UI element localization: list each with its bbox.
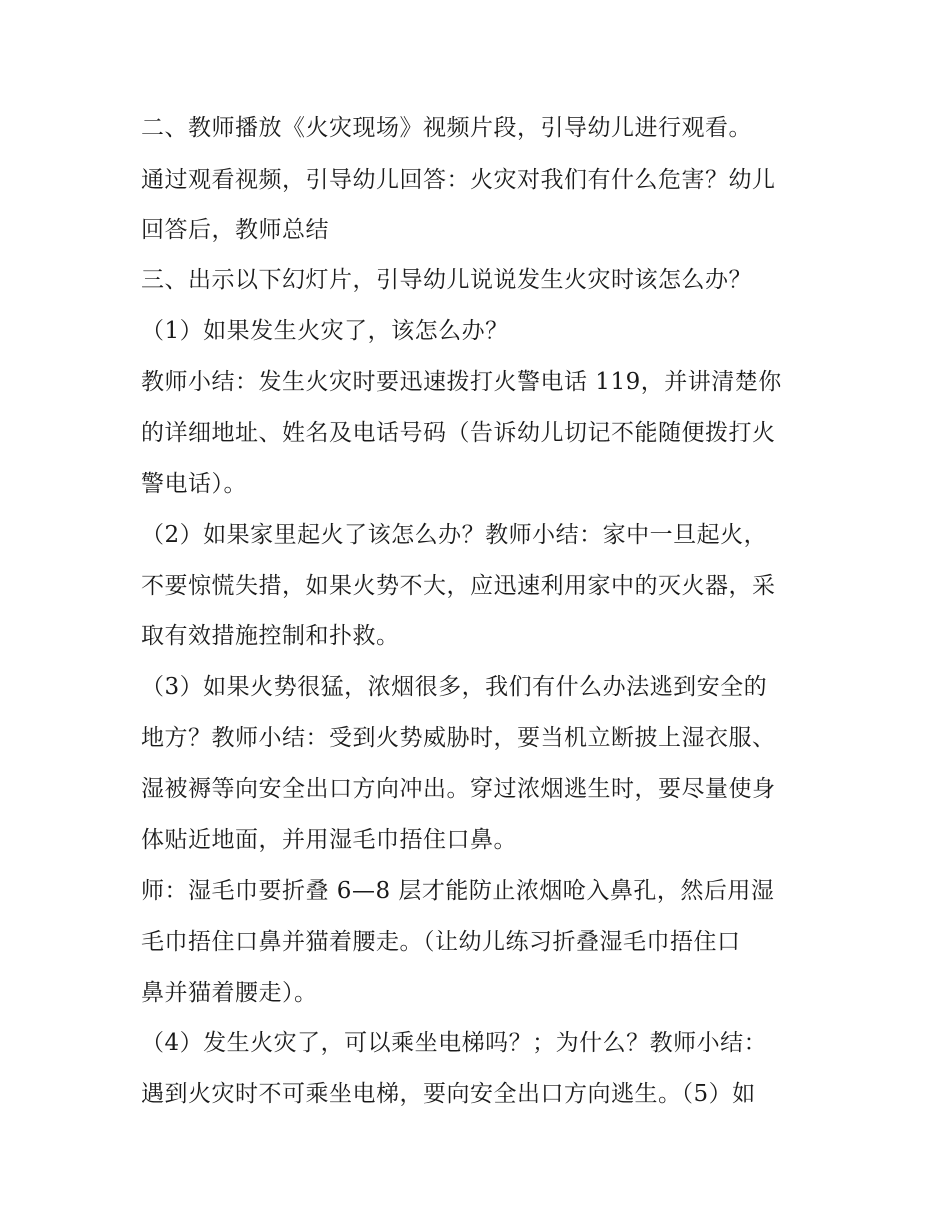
text-line: （2）如果家里起火了该怎么办？教师小结：家中一旦起火， — [141, 522, 768, 548]
text-line: 毛巾捂住口鼻并猫着腰走。（让幼儿练习折叠湿毛巾捂住口 — [141, 929, 741, 955]
text-line: （4）发生火灾了，可以乘坐电梯吗？；为什么？教师小结： — [141, 1030, 768, 1056]
text-line: 回答后，教师总结 — [141, 217, 329, 243]
text-line: 遇到火灾时不可乘坐电梯，要向安全出口方向逃生。（5）如 — [141, 1081, 756, 1107]
text-line: （1）如果发生火灾了，该怎么办？ — [141, 318, 509, 344]
text-line: 二、教师播放《火灾现场》视频片段，引导幼儿进行观看。 — [141, 115, 752, 141]
text-line: 湿被褥等向安全出口方向冲出。穿过浓烟逃生时，要尽量使身 — [141, 776, 776, 802]
text-line: 师：湿毛巾要折叠 6—8 层才能防止浓烟呛入鼻孔，然后用湿 — [141, 878, 775, 904]
text-line: 地方？教师小结：受到火势威胁时，要当机立断披上湿衣服、 — [141, 725, 776, 751]
text-line: （3）如果火势很猛，浓烟很多，我们有什么办法逃到安全的 — [141, 674, 768, 700]
text-line: 不要惊慌失措，如果火势不大，应迅速利用家中的灭火器，采 — [141, 573, 776, 599]
text-line: 的详细地址、姓名及电话号码（告诉幼儿切记不能随便拨打火 — [141, 420, 776, 446]
text-line: 教师小结：发生火灾时要迅速拨打火警电话 119，并讲清楚你 — [141, 369, 782, 395]
text-line: 通过观看视频，引导幼儿回答：火灾对我们有什么危害？幼儿 — [141, 167, 776, 193]
text-line: 三、出示以下幻灯片，引导幼儿说说发生火灾时该怎么办？ — [141, 267, 752, 293]
text-line: 警电话）。 — [141, 471, 247, 497]
text-line: 取有效措施控制和扑救。 — [141, 623, 400, 649]
text-line: 鼻并猫着腰走）。 — [141, 980, 318, 1006]
text-line: 体贴近地面，并用湿毛巾捂住口鼻。 — [141, 827, 517, 853]
